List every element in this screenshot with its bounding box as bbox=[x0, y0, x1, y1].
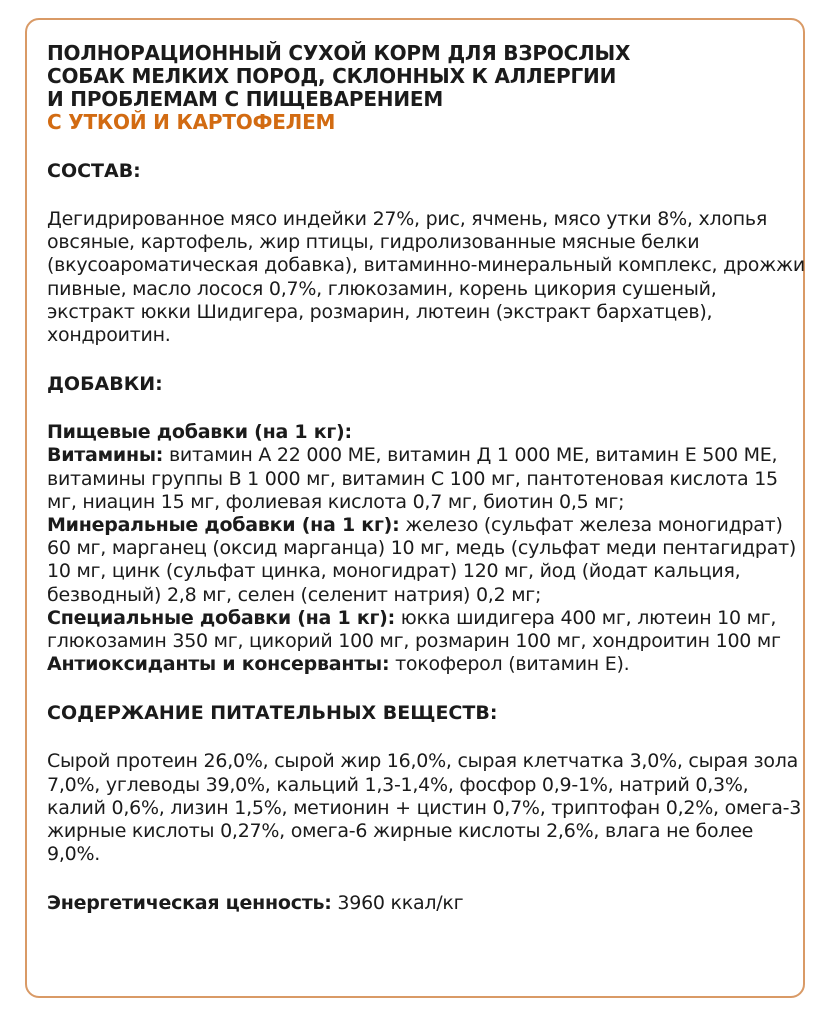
minerals-line bbox=[47, 514, 807, 607]
minerals-text: железо (сульфат железа моногидрат) 60 мг, марганец (оксид марганца) 10 мг, медь (сульфат меди пентагидрат) 10 мг, цинк (сульфат цинка, моногидрат) 120 мг, йод (йодат кальция, безводный) 2,8 мг, селен (селенит натрия) 0,2 мг; bbox=[47, 514, 797, 606]
antioxidants-line bbox=[47, 653, 807, 676]
additives-block bbox=[47, 421, 807, 676]
label-content bbox=[47, 42, 807, 916]
nutrients-text: Сырой протеин 26,0%, сырой жир 16,0%, сырая клетчатка 3,0%, сырая зола 7,0%, углеводы 39,0%, кальций 1,3-1,4%, фосфор 0,9-1%, натрий 0,3%, калий 0,6%, лизин 1,5%, метионин + цистин 0,7%, триптофан 0,2%, омега-3 жирные кислоты 0,27%, омега-6 жирные кислоты 2,6%, влага не более 9,0%. bbox=[47, 750, 802, 866]
energy-label: Энергетическая ценность: bbox=[47, 892, 332, 915]
title-line: ПОЛНОРАЦИОННЫЙ СУХОЙ КОРМ ДЛЯ ВЗРОСЛЫХ bbox=[47, 41, 631, 65]
additives-heading: ДОБАВКИ: bbox=[47, 373, 163, 396]
energy-value: 3960 ккал/кг bbox=[337, 892, 464, 915]
product-title bbox=[47, 42, 807, 134]
vitamins-line bbox=[47, 444, 807, 514]
nutrients-heading: СОДЕРЖАНИЕ ПИТАТЕЛЬНЫХ ВЕЩЕСТВ: bbox=[47, 702, 498, 725]
composition-text: Дегидрированное мясо индейки 27%, рис, ячмень, мясо утки 8%, хлопья овсяные, картофель, жир птицы, гидролизованные мясные белки (вкусоароматическая добавка), витаминно-минеральный комплекс, дрожжи пивные, масло лосося 0,7%, глюкозамин, корень цикория сушеный, экстракт юкки Шидигера, розмарин, лютеин (экстракт бархатцев), хондроитин. bbox=[47, 208, 806, 347]
product-subtitle: С УТКОЙ И КАРТОФЕЛЕМ bbox=[47, 110, 336, 134]
title-line: СОБАК МЕЛКИХ ПОРОД, СКЛОННЫХ К АЛЛЕРГИИ bbox=[47, 64, 617, 88]
antioxidants-text: токоферол (витамин Е). bbox=[395, 653, 630, 676]
minerals-label: Минеральные добавки (на 1 кг): bbox=[47, 514, 400, 537]
special-additives-label: Специальные добавки (на 1 кг): bbox=[47, 606, 395, 629]
vitamins-label: Витамины: bbox=[47, 444, 164, 467]
energy-line bbox=[47, 892, 807, 915]
special-additives-line bbox=[47, 607, 807, 653]
composition-heading: СОСТАВ: bbox=[47, 160, 141, 182]
antioxidants-label: Антиоксиданты и консерванты: bbox=[47, 653, 390, 676]
vitamins-text: витамин А 22 000 МЕ, витамин Д 1 000 МЕ, витамин Е 500 МЕ, витамины группы В 1 000 мг, витамин С 100 мг, пантотеновая кислота 15 мг, ниацин 15 мг, фолиевая кислота 0,7 мг, биотин 0,5 мг; bbox=[47, 444, 778, 513]
special-additives-text: юкка шидигера 400 мг, лютеин 10 мг, глюкозамин 350 мг, цикорий 100 мг, розмарин 100 мг, хондроитин 100 мг bbox=[47, 606, 781, 653]
food-additives-label: Пищевые добавки (на 1 кг): bbox=[47, 421, 352, 444]
title-line: И ПРОБЛЕМАМ С ПИЩЕВАРЕНИЕМ bbox=[47, 87, 444, 111]
